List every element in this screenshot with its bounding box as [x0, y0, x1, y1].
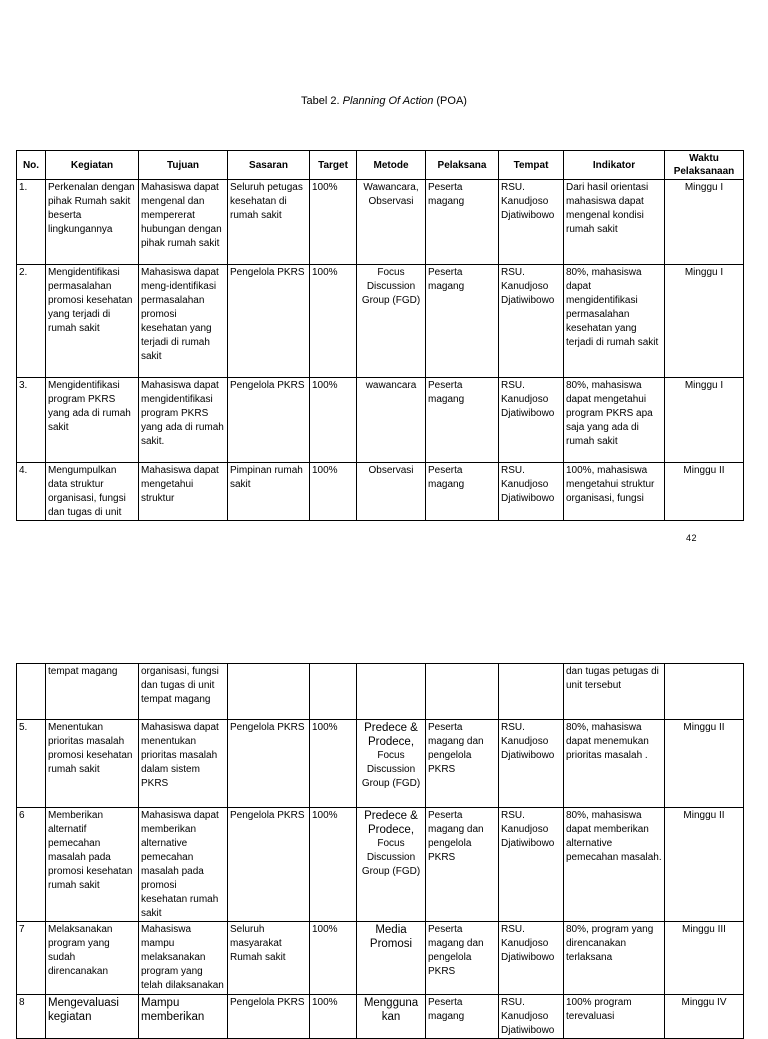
cell-waktu	[665, 664, 744, 720]
cell-no: 6	[17, 808, 46, 922]
cell-target: 100%	[310, 378, 357, 463]
poa-table-page-1	[16, 150, 744, 521]
poa-table-page-2	[16, 663, 744, 1039]
cell-metode	[357, 720, 426, 808]
cell-pelaksana: Peserta magang	[426, 463, 499, 521]
table-row	[17, 808, 744, 922]
cell-sasaran	[228, 664, 310, 720]
cell-kegiatan: Mengidentifikasi permasalahan promosi kesehatan yang terjadi di rumah sakit	[46, 265, 139, 378]
cell-metode	[357, 995, 426, 1039]
table-row	[17, 720, 744, 808]
cell-kegiatan: Mengumpulkan data struktur organisasi, fungsi dan tugas di unit	[46, 463, 139, 521]
table-header-row	[17, 151, 744, 180]
cell-pelaksana: Peserta magang dan pengelola PKRS	[426, 808, 499, 922]
cell-tujuan: Mahasiswa mampu melaksanakan program yang telah dilaksanakan	[139, 922, 228, 995]
cell-target: 100%	[310, 922, 357, 995]
cell-tempat: RSU. Kanudjoso Djatiwibowo	[499, 720, 564, 808]
metode-secondary: Focus Discussion Group (FGD)	[361, 838, 421, 877]
cell-waktu: Minggu II	[665, 808, 744, 922]
header-no: No.	[17, 151, 46, 180]
cell-sasaran: Pengelola PKRS	[228, 808, 310, 922]
cell-sasaran: Pengelola PKRS	[228, 378, 310, 463]
table-row	[17, 180, 744, 265]
cell-target: 100%	[310, 265, 357, 378]
cell-target: 100%	[310, 180, 357, 265]
cell-target: 100%	[310, 808, 357, 922]
cell-waktu: Minggu III	[665, 922, 744, 995]
cell-sasaran: Seluruh petugas kesehatan di rumah sakit	[228, 180, 310, 265]
cell-no: 1.	[17, 180, 46, 265]
cell-sasaran: Pengelola PKRS	[228, 720, 310, 808]
cell-tempat: RSU. Kanudjoso Djatiwibowo	[499, 180, 564, 265]
cell-pelaksana: Peserta magang dan pengelola PKRS	[426, 720, 499, 808]
header-indikator: Indikator	[564, 151, 665, 180]
cell-sasaran: Pengelola PKRS	[228, 995, 310, 1039]
cell-no: 8	[17, 995, 46, 1039]
cell-indikator: 80%, mahasiswa dapat menemukan prioritas masalah .	[564, 720, 665, 808]
metode-primary: Predece & Prodece,	[364, 722, 418, 748]
header-metode: Metode	[357, 151, 426, 180]
cell-tempat: RSU. Kanudjoso Djatiwibowo	[499, 378, 564, 463]
cell-kegiatan: Menentukan prioritas masalah promosi kesehatan rumah sakit	[46, 720, 139, 808]
cell-no: 4.	[17, 463, 46, 521]
header-target: Target	[310, 151, 357, 180]
metode-primary: Media Promosi	[369, 924, 413, 950]
cell-pelaksana: Peserta magang	[426, 180, 499, 265]
cell-kegiatan: tempat magang	[46, 664, 139, 720]
cell-kegiatan: Mengidentifikasi program PKRS yang ada di rumah sakit	[46, 378, 139, 463]
cell-tujuan: Mahasiswa dapat mengetahui struktur	[139, 463, 228, 521]
cell-indikator: dan tugas petugas di unit tersebut	[564, 664, 665, 720]
cell-target	[310, 664, 357, 720]
cell-pelaksana: Peserta magang	[426, 265, 499, 378]
table-row	[17, 378, 744, 463]
cell-metode	[357, 808, 426, 922]
cell-no: 2.	[17, 265, 46, 378]
header-tujuan: Tujuan	[139, 151, 228, 180]
cell-tempat: RSU. Kanudjoso Djatiwibowo	[499, 265, 564, 378]
cell-tujuan: Mahasiswa dapat mengidentifikasi program PKRS yang ada di rumah sakit.	[139, 378, 228, 463]
cell-pelaksana: Peserta magang	[426, 378, 499, 463]
cell-tujuan: Mampu memberikan	[139, 995, 228, 1039]
cell-tempat: RSU. Kanudjoso Djatiwibowo	[499, 808, 564, 922]
cell-kegiatan: Melaksanakan program yang sudah direncanakan	[46, 922, 139, 995]
table-caption	[0, 95, 768, 107]
cell-no	[17, 664, 46, 720]
cell-waktu: Minggu I	[665, 378, 744, 463]
cell-waktu: Minggu I	[665, 180, 744, 265]
metode-primary: Mengguna kan	[363, 997, 419, 1023]
cell-tempat: RSU. Kanudjoso Djatiwibowo	[499, 995, 564, 1039]
cell-kegiatan: Perkenalan dengan pihak Rumah sakit beserta lingkungannya	[46, 180, 139, 265]
cell-metode: Focus Discussion Group (FGD)	[357, 265, 426, 378]
cell-target: 100%	[310, 995, 357, 1039]
cell-metode	[357, 922, 426, 995]
cell-no: 7	[17, 922, 46, 995]
cell-metode	[357, 664, 426, 720]
cell-indikator: 100%, mahasiswa mengetahui struktur organisasi, fungsi	[564, 463, 665, 521]
cell-tempat: RSU. Kanudjoso Djatiwibowo	[499, 922, 564, 995]
cell-waktu: Minggu II	[665, 463, 744, 521]
cell-tujuan: Mahasiswa dapat mengenal dan mempererat hubungan dengan pihak rumah sakit	[139, 180, 228, 265]
cell-metode: Observasi	[357, 463, 426, 521]
table-row	[17, 664, 744, 720]
cell-indikator: Dari hasil orientasi mahasiswa dapat mengenal kondisi rumah sakit	[564, 180, 665, 265]
cell-tujuan: Mahasiswa dapat memberikan alternative pemecahan masalah pada promosi kesehatan rumah sakit	[139, 808, 228, 922]
cell-pelaksana: Peserta magang dan pengelola PKRS	[426, 922, 499, 995]
header-tempat: Tempat	[499, 151, 564, 180]
cell-sasaran: Pimpinan rumah sakit	[228, 463, 310, 521]
header-pelaksana: Pelaksana	[426, 151, 499, 180]
table-row	[17, 265, 744, 378]
cell-indikator: 80%, mahasiswa dapat mengidentifikasi permasalahan kesehatan yang terjadi di rumah sakit	[564, 265, 665, 378]
header-waktu: Waktu Pelaksanaan	[665, 151, 744, 180]
cell-metode: Wawancara, Observasi	[357, 180, 426, 265]
caption-prefix: Tabel 2.	[301, 95, 343, 107]
cell-sasaran: Pengelola PKRS	[228, 265, 310, 378]
cell-no: 5.	[17, 720, 46, 808]
cell-tujuan: Mahasiswa dapat meng-identifikasi permasalahan promosi kesehatan yang terjadi di rumah sakit	[139, 265, 228, 378]
cell-kegiatan: Memberikan alternatif pemecahan masalah pada promosi kesehatan rumah sakit	[46, 808, 139, 922]
metode-primary: Predece & Prodece,	[364, 810, 418, 836]
cell-no: 3.	[17, 378, 46, 463]
cell-pelaksana	[426, 664, 499, 720]
caption-suffix: (POA)	[433, 95, 467, 107]
cell-tujuan: Mahasiswa dapat menentukan prioritas masalah dalam sistem PKRS	[139, 720, 228, 808]
cell-target: 100%	[310, 463, 357, 521]
cell-tujuan: organisasi, fungsi dan tugas di unit tempat magang	[139, 664, 228, 720]
cell-kegiatan: Mengevaluasi kegiatan	[46, 995, 139, 1039]
cell-indikator: 100% program terevaluasi	[564, 995, 665, 1039]
cell-indikator: 80%, mahasiswa dapat memberikan alternative pemecahan masalah.	[564, 808, 665, 922]
cell-waktu: Minggu II	[665, 720, 744, 808]
cell-tempat: RSU. Kanudjoso Djatiwibowo	[499, 463, 564, 521]
cell-waktu: Minggu IV	[665, 995, 744, 1039]
table-row	[17, 995, 744, 1039]
cell-indikator: 80%, mahasiswa dapat mengetahui program PKRS apa saja yang ada di rumah sakit	[564, 378, 665, 463]
cell-metode: wawancara	[357, 378, 426, 463]
cell-indikator: 80%, program yang direncanakan terlaksana	[564, 922, 665, 995]
table-row	[17, 922, 744, 995]
cell-target: 100%	[310, 720, 357, 808]
caption-italic: Planning Of Action	[342, 95, 434, 107]
cell-sasaran: Seluruh masyarakat Rumah sakit	[228, 922, 310, 995]
header-kegiatan: Kegiatan	[46, 151, 139, 180]
metode-secondary: Focus Discussion Group (FGD)	[361, 750, 421, 789]
header-sasaran: Sasaran	[228, 151, 310, 180]
cell-tempat	[499, 664, 564, 720]
cell-waktu: Minggu I	[665, 265, 744, 378]
page-number: 42	[686, 533, 698, 543]
table-row	[17, 463, 744, 521]
cell-pelaksana: Peserta magang	[426, 995, 499, 1039]
